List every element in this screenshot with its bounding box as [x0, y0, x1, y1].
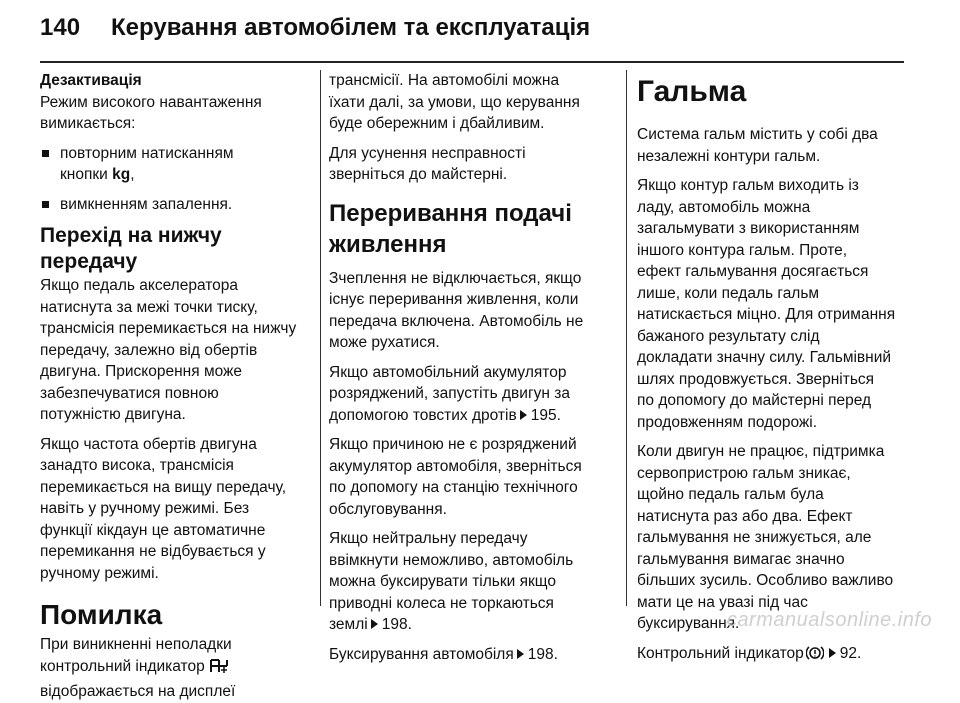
fault-text: При виникненні неполадки контрольний індикатор відображається на дисплеї — [40, 636, 236, 700]
header-rule — [40, 61, 904, 63]
bullet-square-icon — [42, 150, 49, 157]
column-middle — [329, 70, 609, 673]
upshift-text: Якщо частота обертів двигуна занадто висока, трансмісія перемикається на вищу передачу, навіть у ручному режимі. Без функції кікдаун це автоматичне перемикання не відбувається у ручному режимі. — [40, 435, 287, 582]
page-header — [0, 0, 960, 62]
indicator-page-link[interactable]: 92. — [839, 644, 862, 662]
power-interruption-heading: Переривання подачі живлення — [329, 199, 572, 258]
kg-button-label: kg — [112, 166, 131, 183]
list-item: вимкненням запалення. — [40, 194, 312, 216]
power-text-5: Буксирування автомобіля 198. — [329, 645, 558, 663]
jump-start-link[interactable]: 195. — [530, 406, 561, 424]
brakes-text-1: Система гальм містить у собі два незалежні контури гальм. — [637, 126, 878, 165]
column-left — [40, 70, 312, 703]
brakes-text-3: Коли двигун не працює, підтримка сервопристрою гальм зникає, щойно педаль гальм була натиснута раз або два. Ефект гальмування не знижується, але гальмування вимагає значно більших зусиль. Особливо важливо мати це на увазі під час буксирування. — [637, 443, 894, 632]
towing-page-link[interactable]: 198. — [381, 616, 412, 633]
triangle-right-icon — [371, 619, 378, 629]
power-text-2: Якщо автомобільний акумулятор розряджений, запустіть двигун за допомогою товстих дротів 195. — [329, 363, 570, 424]
deactivation-list — [40, 143, 312, 216]
deactivation-text: Режим високого навантаження вимикається: — [40, 93, 262, 132]
towing-link[interactable]: 198. — [527, 645, 558, 663]
triangle-right-icon — [829, 648, 836, 658]
column-right — [637, 70, 912, 676]
power-text-3: Якщо причиною не є розряджений акумулятор автомобіля, зверніться по допомогу на станцію технічного обслуговування. — [329, 436, 582, 518]
watermark: carmanualsonline.info — [726, 609, 932, 631]
page-title: Керування автомобілем та експлуатація — [111, 14, 591, 41]
gear-fault-icon — [209, 657, 229, 682]
power-text-4: Якщо нейтральну передачу ввімкнути неможливо, автомобіль можна буксирувати тільки якщо приводні колеса не торкаються землі 198. — [329, 530, 574, 633]
list-item: повторним натисканням кнопки kg, — [40, 143, 312, 186]
brakes-heading: Гальма — [637, 75, 747, 108]
downshift-heading: Перехід на нижчу передачу — [40, 224, 222, 273]
deactivation-heading: Дезактивація — [40, 72, 142, 89]
brakes-text-4: Контрольний індикатор 92. — [637, 643, 912, 669]
brakes-text-2: Якщо контур гальм виходить із ладу, автомобіль можна загальмувати з використанням іншого контура гальм. Проте, ефект гальмування досягається лише, коли педаль гальм натискається міцно. Для отримання бажаного результату слід докладати значну силу. Гальмівний шлях продовжується. Зверніться по допомогу до майстерні перед продовженням подорожі. — [637, 177, 896, 431]
service-text: Для усунення несправності зверніться до майстерні. — [329, 144, 526, 183]
power-text-1: Зчеплення не відключається, якщо існує переривання живлення, коли передача включена. Автомобіль не може рухатися. — [329, 269, 584, 351]
brake-warning-icon — [806, 644, 824, 669]
continuation-text: трансмісії. На автомобілі можна їхати далі, за умови, що керування буде обережним і дбайливим. — [329, 72, 580, 132]
fault-heading: Помилка — [40, 599, 163, 630]
triangle-right-icon — [517, 649, 524, 659]
page-number: 140 — [40, 14, 81, 41]
triangle-right-icon — [520, 410, 527, 420]
column-divider-1 — [320, 70, 321, 606]
bullet-square-icon — [42, 201, 49, 208]
downshift-text: Якщо педаль акселератора натиснута за межі точки тиску, трансмісія перемикається на нижчу передачу, залежно від обертів двигуна. Прискорення може забезпечуватися повною потужністю двигуна. — [40, 277, 297, 423]
column-divider-2 — [626, 70, 627, 606]
